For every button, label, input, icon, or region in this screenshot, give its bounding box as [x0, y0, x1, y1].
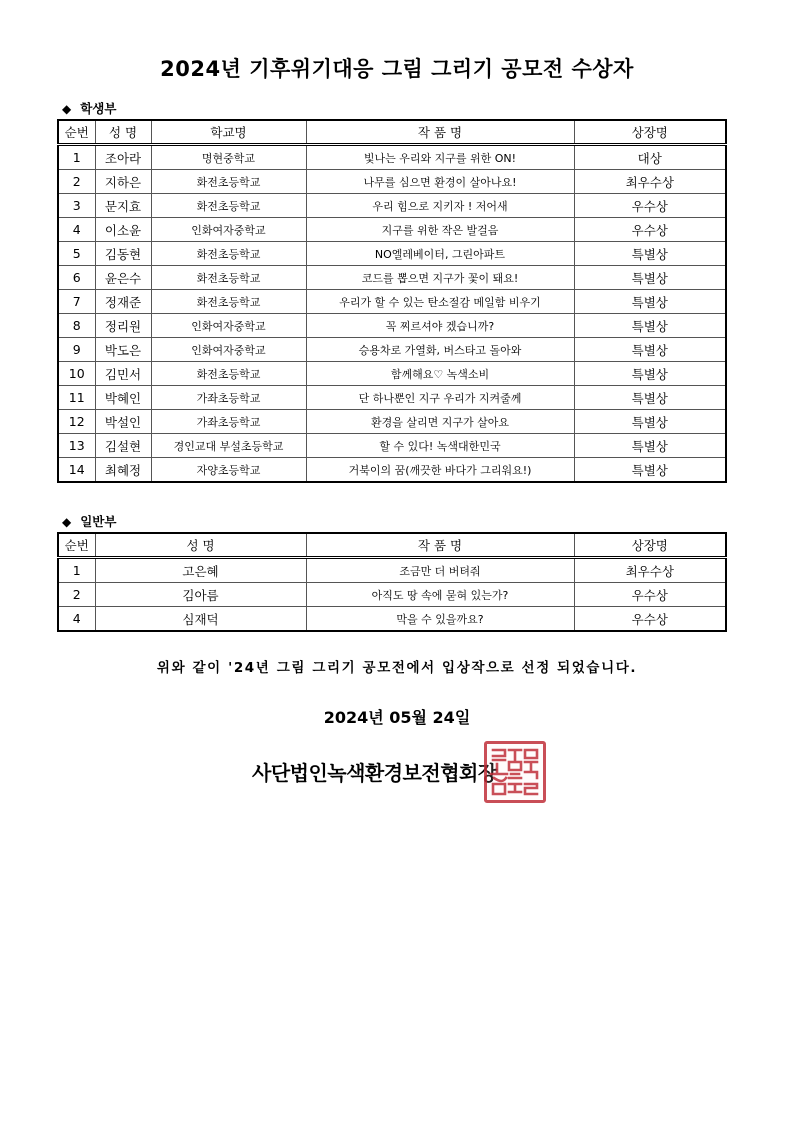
artwork-title: NO엘레베이터, 그린아파트 — [306, 242, 574, 266]
school-name: 자양초등학교 — [151, 458, 306, 483]
table-header-row — [58, 533, 726, 558]
artwork-title: 아직도 땅 속에 묻혀 있는가? — [306, 583, 574, 607]
document-title: 2024년 기후위기대응 그림 그리기 공모전 수상자 — [160, 57, 634, 81]
school-name: 화전초등학교 — [151, 170, 306, 194]
general-section-label: ◆ 일반부 — [62, 514, 117, 529]
artwork-title: 우리 힘으로 지키자 ! 저어새 — [306, 194, 574, 218]
award-name: 우수상 — [574, 583, 726, 607]
table-row — [58, 558, 726, 583]
header-name: 성 명 — [95, 533, 306, 558]
award-name: 우수상 — [574, 607, 726, 632]
artwork-title: 단 하나뿐인 지구 우리가 지켜줄께 — [306, 386, 574, 410]
school-name: 화전초등학교 — [151, 266, 306, 290]
award-name: 특별상 — [574, 458, 726, 483]
table-row — [58, 194, 726, 218]
diamond-bullet-icon: ◆ — [62, 515, 72, 529]
winner-name: 심재덕 — [95, 607, 306, 632]
winner-name: 윤은수 — [95, 266, 151, 290]
issue-date: 2024년 05월 24일 — [323, 708, 471, 727]
award-name: 특별상 — [574, 434, 726, 458]
winner-name: 김동현 — [95, 242, 151, 266]
row-number: 13 — [58, 434, 95, 458]
artwork-title: 막을 수 있을까요? — [306, 607, 574, 632]
artwork-title: 승용차로 가열화, 버스타고 돌아와 — [306, 338, 574, 362]
row-number: 6 — [58, 266, 95, 290]
artwork-title: 조금만 더 버텨줘 — [306, 558, 574, 583]
artwork-title: 환경을 살리면 지구가 살아요 — [306, 410, 574, 434]
award-name: 특별상 — [574, 338, 726, 362]
artwork-title: 할 수 있다! 녹색대한민국 — [306, 434, 574, 458]
table-row — [58, 386, 726, 410]
table-row — [58, 458, 726, 483]
header-award: 상장명 — [574, 533, 726, 558]
table-row — [58, 242, 726, 266]
artwork-title: 나무를 심으면 환경이 살아나요! — [306, 170, 574, 194]
header-work: 작 품 명 — [306, 120, 574, 145]
winner-name: 이소윤 — [95, 218, 151, 242]
table-row — [58, 583, 726, 607]
table-row — [58, 362, 726, 386]
artwork-title: 코드를 뽑으면 지구가 꽃이 돼요! — [306, 266, 574, 290]
header-no: 순번 — [58, 533, 95, 558]
award-name: 우수상 — [574, 194, 726, 218]
winner-name: 김아름 — [95, 583, 306, 607]
row-number: 4 — [58, 218, 95, 242]
winner-name: 김설현 — [95, 434, 151, 458]
table-row — [58, 607, 726, 632]
row-number: 4 — [58, 607, 95, 632]
winner-name: 정리원 — [95, 314, 151, 338]
school-name: 경인교대 부설초등학교 — [151, 434, 306, 458]
table-row — [58, 266, 726, 290]
selection-notice: 위와 같이 '24년 그림 그리기 공모전에서 입상작으로 선정 되었습니다. — [156, 660, 638, 676]
official-seal-icon — [484, 741, 546, 803]
winner-name: 조아라 — [95, 145, 151, 170]
row-number: 11 — [58, 386, 95, 410]
winner-name: 박설인 — [95, 410, 151, 434]
student-section-label: ◆ 학생부 — [62, 101, 117, 116]
table-header-row — [58, 120, 726, 145]
winner-name: 문지효 — [95, 194, 151, 218]
award-name: 대상 — [574, 145, 726, 170]
table-row — [58, 290, 726, 314]
winner-name: 정재준 — [95, 290, 151, 314]
table-row — [58, 145, 726, 170]
school-name: 가좌초등학교 — [151, 410, 306, 434]
header-name: 성 명 — [95, 120, 151, 145]
table-row — [58, 410, 726, 434]
winner-name: 박도은 — [95, 338, 151, 362]
table-row — [58, 218, 726, 242]
award-name: 특별상 — [574, 386, 726, 410]
row-number: 7 — [58, 290, 95, 314]
organization-name: 사단법인녹색환경보전협회장 — [252, 761, 497, 785]
school-name: 인화여자중학교 — [151, 314, 306, 338]
table-row — [58, 170, 726, 194]
table-row — [58, 434, 726, 458]
winner-name: 김민서 — [95, 362, 151, 386]
school-name: 가좌초등학교 — [151, 386, 306, 410]
winner-name: 고은혜 — [95, 558, 306, 583]
award-name: 특별상 — [574, 362, 726, 386]
table-row — [58, 314, 726, 338]
award-name: 특별상 — [574, 290, 726, 314]
artwork-title: 빛나는 우리와 지구를 위한 ON! — [306, 145, 574, 170]
row-number: 3 — [58, 194, 95, 218]
award-name: 특별상 — [574, 266, 726, 290]
table-row — [58, 338, 726, 362]
row-number: 2 — [58, 170, 95, 194]
artwork-title: 꼭 찌르셔야 겠습니까? — [306, 314, 574, 338]
row-number: 10 — [58, 362, 95, 386]
row-number: 8 — [58, 314, 95, 338]
winner-name: 최혜정 — [95, 458, 151, 483]
diamond-bullet-icon: ◆ — [62, 102, 72, 116]
award-name: 우수상 — [574, 218, 726, 242]
school-name: 화전초등학교 — [151, 242, 306, 266]
school-name: 인화여자중학교 — [151, 218, 306, 242]
row-number: 1 — [58, 558, 95, 583]
winner-name: 박혜인 — [95, 386, 151, 410]
artwork-title: 거북이의 꿈(깨끗한 바다가 그리워요!) — [306, 458, 574, 483]
student-award-table — [57, 119, 727, 483]
artwork-title: 우리가 할 수 있는 탄소절감 메일함 비우기 — [306, 290, 574, 314]
row-number: 1 — [58, 145, 95, 170]
row-number: 12 — [58, 410, 95, 434]
school-name: 화전초등학교 — [151, 194, 306, 218]
award-name: 최우수상 — [574, 170, 726, 194]
header-no: 순번 — [58, 120, 95, 145]
header-work: 작 품 명 — [306, 533, 574, 558]
row-number: 5 — [58, 242, 95, 266]
school-name: 화전초등학교 — [151, 290, 306, 314]
school-name: 명현중학교 — [151, 145, 306, 170]
header-school: 학교명 — [151, 120, 306, 145]
award-name: 최우수상 — [574, 558, 726, 583]
general-award-table — [57, 532, 727, 632]
artwork-title: 지구를 위한 작은 발걸음 — [306, 218, 574, 242]
school-name: 화전초등학교 — [151, 362, 306, 386]
winner-name: 지하은 — [95, 170, 151, 194]
row-number: 9 — [58, 338, 95, 362]
award-name: 특별상 — [574, 242, 726, 266]
school-name: 인화여자중학교 — [151, 338, 306, 362]
award-name: 특별상 — [574, 410, 726, 434]
row-number: 14 — [58, 458, 95, 483]
header-award: 상장명 — [574, 120, 726, 145]
row-number: 2 — [58, 583, 95, 607]
award-name: 특별상 — [574, 314, 726, 338]
artwork-title: 함께해요♡ 녹색소비 — [306, 362, 574, 386]
